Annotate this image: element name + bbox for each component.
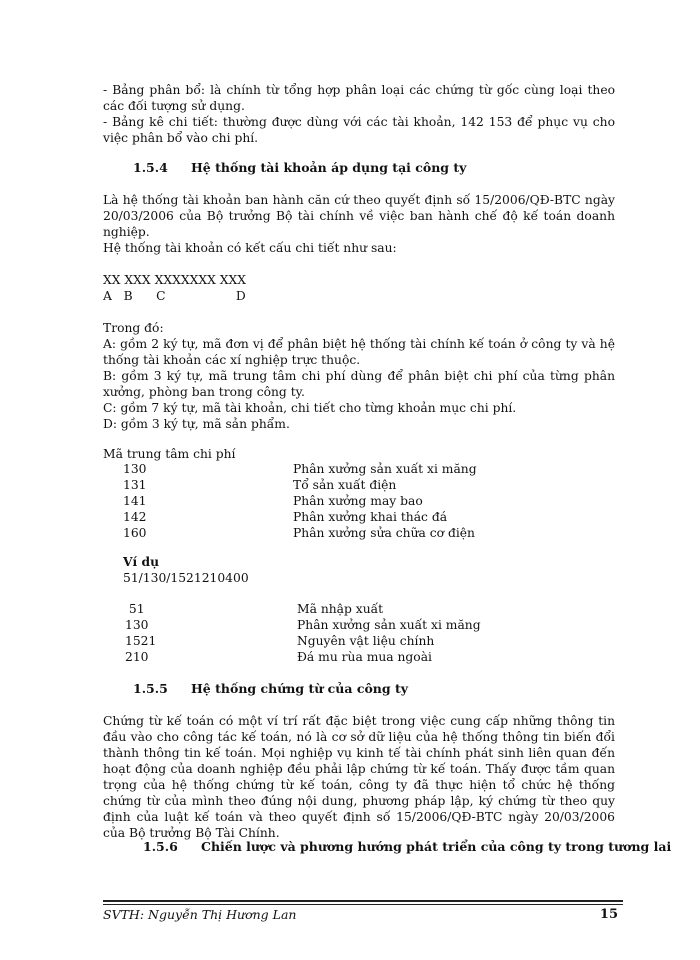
example-code-meaning: Mã nhập xuất bbox=[297, 602, 384, 616]
section-number: 1.5.5 bbox=[133, 681, 168, 696]
section-number: 1.5.4 bbox=[133, 160, 168, 175]
section-title: Chiến lược và phương hướng phát triển của công ty trong tương lai bbox=[201, 839, 672, 854]
explanation-b: B: gồm 3 ký tự, mã trung tâm chi phí dùng để phân biệt chi phí của từng phân xưởng, phòng ban trong công ty. bbox=[103, 369, 615, 399]
heading-1-5-6 bbox=[143, 839, 671, 855]
example-code-part: 210 bbox=[125, 650, 149, 664]
cost-center-title: Mã trung tâm chi phí bbox=[103, 447, 236, 461]
footer-rule-thin bbox=[103, 904, 623, 905]
example-table bbox=[125, 601, 481, 665]
paragraph-chung-tu: Chứng từ kế toán có một ví trí rất đặc biệt trong việc cung cấp những thông tin đầu vào cho công tác kế toán, nó là cơ sở dữ liệu của hệ thống thông tin biến đổi thành thông tin kế toán. Mọi nghiệp vụ kinh tế tài chính phát sinh liên quan đến hoạt động của doanh nghiệp đều phải lập chứng từ kế toán. Thấy được tầm quan trọng của hệ thống chứng từ kế toán, công ty đã thực hiện tổ chức hệ thống chứng từ của mình theo đúng nội dung, phương pháp lập, ký chứng từ theo quy định của luật kế toán và theo quyết định số 15/2006/QĐ-BTC ngày 20/03/2006 của Bộ trưởng Bộ Tài Chính. bbox=[103, 714, 615, 840]
cost-center-name: Phân xưởng may bao bbox=[293, 494, 423, 508]
section-title: Hệ thống tài khoản áp dụng tại công ty bbox=[191, 160, 467, 175]
footer-author: SVTH: Nguyễn Thị Hương Lan bbox=[103, 907, 297, 922]
paragraph-bang-phan-bo: - Bảng phân bổ: là chính từ tổng hợp phân loại các chứng từ gốc cùng loại theo các đối tượng sử dụng. bbox=[103, 83, 615, 113]
example-code-meaning: Nguyên vật liệu chính bbox=[297, 634, 435, 648]
heading-1-5-4 bbox=[133, 160, 466, 176]
table-row bbox=[125, 601, 481, 617]
account-format-labels: A B C D bbox=[103, 289, 246, 303]
paragraph-ket-cau: Hệ thống tài khoản có kết cấu chi tiết như sau: bbox=[103, 241, 397, 255]
table-row bbox=[125, 649, 481, 665]
example-code-meaning: Phân xưởng sản xuất xi măng bbox=[297, 618, 481, 632]
section-number: 1.5.6 bbox=[143, 839, 178, 854]
table-row bbox=[123, 525, 477, 541]
account-format: XX XXX XXXXXXX XXX bbox=[103, 273, 247, 287]
cost-center-name: Tổ sản xuất điện bbox=[293, 478, 397, 492]
table-row bbox=[123, 509, 477, 525]
heading-1-5-5 bbox=[133, 681, 408, 697]
footer-rule-thick bbox=[103, 900, 623, 902]
paragraph-he-thong-tai-khoan: Là hệ thống tài khoản ban hành căn cứ theo quyết định số 15/2006/QĐ-BTC ngày 20/03/2006 của Bộ trưởng Bộ tài chính về việc ban hành chế độ kế toán doanh nghiệp. bbox=[103, 193, 615, 239]
example-code-part: 51 bbox=[125, 602, 145, 616]
section-title: Hệ thống chứng từ của công ty bbox=[191, 681, 408, 696]
cost-center-code: 131 bbox=[123, 478, 147, 492]
table-row bbox=[125, 617, 481, 633]
example-title: Ví dụ bbox=[123, 554, 160, 569]
cost-center-table bbox=[123, 461, 477, 541]
cost-center-name: Phân xưởng sản xuất xi măng bbox=[293, 462, 477, 476]
cost-center-code: 160 bbox=[123, 526, 147, 540]
cost-center-code: 130 bbox=[123, 462, 147, 476]
explanation-a: A: gồm 2 ký tự, mã đơn vị để phân biệt hệ thống tài chính kế toán ở công ty và hệ thống tài khoản các xí nghiệp trực thuộc. bbox=[103, 337, 615, 367]
example-code-meaning: Đá mu rùa mua ngoài bbox=[297, 650, 432, 664]
cost-center-code: 141 bbox=[123, 494, 147, 508]
trong-do-label: Trong đó: bbox=[103, 321, 164, 335]
cost-center-name: Phân xưởng sửa chữa cơ điện bbox=[293, 526, 475, 540]
cost-center-name: Phân xưởng khai thác đá bbox=[293, 510, 448, 524]
cost-center-code: 142 bbox=[123, 510, 147, 524]
page-number: 15 bbox=[599, 907, 618, 922]
paragraph-bang-ke-chi-tiet: - Bảng kê chi tiết: thường được dùng với các tài khoản, 142 153 để phục vụ cho việc phân bổ vào chi phí. bbox=[103, 115, 615, 145]
example-code-part: 1521 bbox=[125, 634, 157, 648]
table-row bbox=[123, 461, 477, 477]
table-row bbox=[125, 633, 481, 649]
example-code-part: 130 bbox=[125, 618, 149, 632]
example-code: 51/130/1521210400 bbox=[123, 571, 249, 585]
explanation-c: C: gồm 7 ký tự, mã tài khoản, chi tiết cho từng khoản mục chi phí. bbox=[103, 401, 517, 415]
explanation-d: D: gồm 3 ký tự, mã sản phẩm. bbox=[103, 417, 290, 431]
table-row bbox=[123, 477, 477, 493]
table-row bbox=[123, 493, 477, 509]
